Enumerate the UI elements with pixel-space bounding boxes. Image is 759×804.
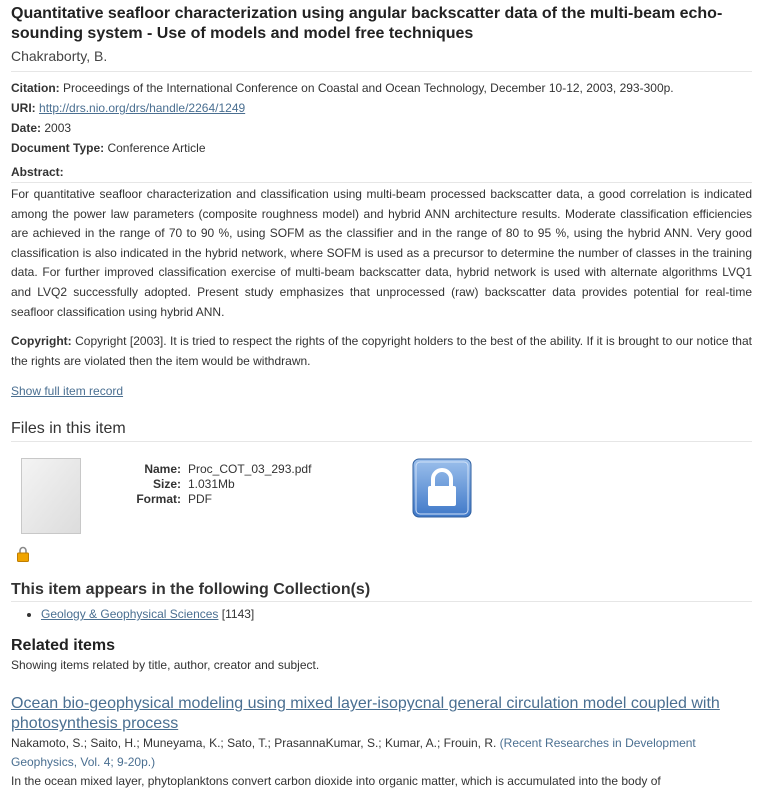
related-item-title-link[interactable]: Ocean bio-geophysical modeling using mixed layer-isopycnal general circulation model coupled with photosynthesis process [11, 695, 720, 733]
files-section-title: Files in this item [11, 420, 126, 438]
copyright-label: Copyright: [11, 334, 72, 348]
file-name-value: Proc_COT_03_293.pdf [188, 462, 312, 477]
related-item-snippet: In the ocean mixed layer, phytoplanktons convert carbon dioxide into organic matter, which is accumulated into the body of [11, 774, 661, 789]
citation-field [11, 78, 752, 98]
item-page [0, 4, 759, 792]
file-metadata [91, 462, 311, 507]
access-lock-icon [16, 546, 30, 562]
uri-link[interactable]: http://drs.nio.org/drs/handle/2264/1249 [39, 101, 246, 115]
date-value: 2003 [44, 121, 72, 135]
collection-count: [1143] [221, 607, 255, 622]
uri-label: URI: [11, 101, 36, 115]
abstract-text: For quantitative seafloor characterization and classification using multi-beam processed backscatter data, a good correlation is indicated among the power law parameters (composite roughness model) and hybrid ANN architecture results. Moderate classification efficiencies are achieved in the range of 70 to 90 %, using SOFM as the classifier and in the range of 80 to 95 %, using the hybrid ANN. Very good classification is also indicated in the hybrid network, where SOFM is used as a precursor to determine the number of classes in the training data. For further improved classification exercise of multi-beam backscatter data, hybrid network is used with alternate algorithms LVQ1 and LVQ2 successfully adopted. Present study emphasizes that unprocessed (raw) backscatter data provides potential for real-time seafloor classification using hybrid ANN. [11, 187, 752, 319]
item-author: Chakraborty, B. [11, 48, 108, 64]
file-format-value: PDF [188, 492, 212, 507]
doctype-label: Document Type: [11, 141, 105, 155]
date-label: Date: [11, 121, 42, 135]
file-format-label: Format: [136, 492, 181, 507]
restricted-access-lock-icon[interactable] [412, 458, 472, 518]
divider [11, 71, 752, 72]
abstract-label: Abstract: [11, 165, 64, 179]
related-item-source: (Recent Researches in Development Geophysics, Vol. 4; 9-20p.) [11, 736, 696, 770]
related-item-authors: Nakamoto, S.; Saito, H.; Muneyama, K.; Sato, T.; PrasannaKumar, S.; Kumar, A.; Frouin, R. [11, 736, 497, 751]
collection-link[interactable]: Geology & Geophysical Sciences [41, 607, 219, 622]
file-name-label: Name: [144, 462, 181, 477]
divider [11, 182, 752, 183]
collections-list [11, 604, 752, 624]
item-title: Quantitative seafloor characterization using angular backscatter data of the multi-beam echo-sounding system - Use of models and model free techniques [11, 5, 723, 42]
doctype-value: Conference Article [107, 141, 206, 155]
show-full-record [11, 381, 752, 401]
doctype-field [11, 138, 752, 158]
citation-value: Proceedings of the International Conference on Coastal and Ocean Technology, December 10-12, 2003, 293-300p. [63, 81, 674, 95]
divider [11, 601, 752, 602]
uri-field [11, 98, 752, 118]
list-item [41, 604, 752, 624]
copyright-field [11, 332, 752, 371]
date-field [11, 118, 752, 138]
copyright-value: Copyright [2003]. It is tried to respect the rights of the copyright holders to the best of the ability. If it is brought to our notice that the rights are violated then the item would be withdrawn. [11, 334, 752, 368]
file-thumbnail-icon[interactable] [21, 458, 81, 534]
related-title: Related items [11, 637, 116, 655]
file-size-label: Size: [152, 477, 181, 492]
file-size-value: 1.031Mb [188, 477, 235, 492]
related-item-meta [11, 734, 752, 772]
show-full-record-link[interactable]: Show full item record [11, 384, 124, 399]
divider [11, 441, 752, 442]
files-panel [11, 448, 752, 578]
citation-label: Citation: [11, 81, 60, 95]
related-subtitle: Showing items related by title, author, creator and subject. [11, 658, 320, 673]
collections-title: This item appears in the following Collection(s) [11, 581, 371, 599]
